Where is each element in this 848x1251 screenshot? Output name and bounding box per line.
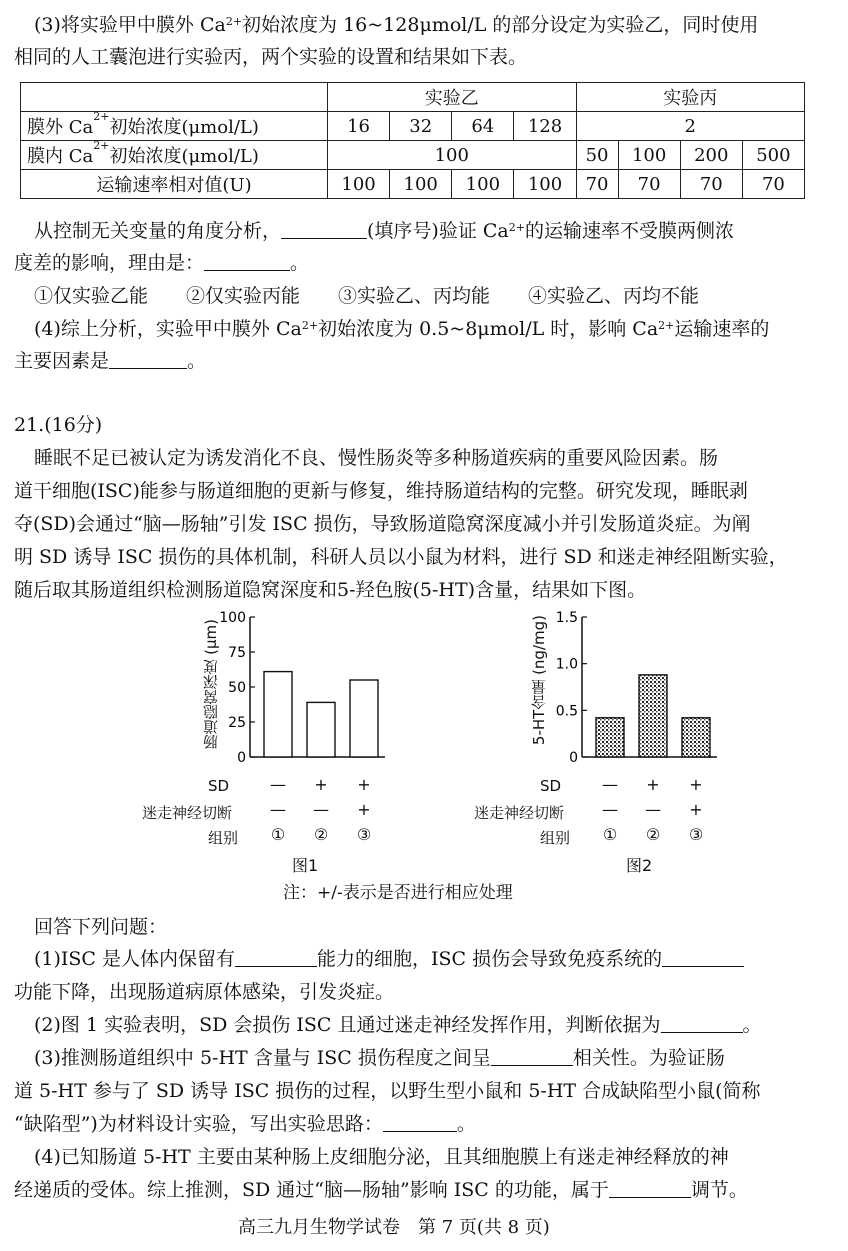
table-group-b: 实验乙 [328,83,577,112]
q20-options: ①仅实验乙能 ②仅实验丙能 ③实验乙、丙均能 ④实验乙、丙均不能 [34,285,700,307]
bar-2 [307,702,335,757]
q21-intro-line: 夺(SD)会通过“脑—肠轴”引发 ISC 损伤，导致肠道隐窝深度减小并引发肠道炎症。为阐 [14,513,751,535]
y-tick-label: 75 [228,645,246,661]
table-cell: 64 [452,112,514,141]
answer-blank[interactable] [281,220,367,239]
fig1-plot [140,605,400,775]
table-cell: 200 [680,141,742,170]
q21-intro-line: 随后取其肠道组织检测肠道隐窝深度和5-羟色胺(5-HT)含量，结果如下图。 [14,579,647,601]
answer-blank[interactable] [662,948,744,967]
fig1-row-sd-label: SD [208,777,230,795]
figure-2 [470,605,730,875]
q21-intro-line: 睡眠不足已被认定为诱发消化不良、慢性肠炎等多种肠道疾病的重要风险因素。肠 [34,447,719,469]
sd-mark: — [270,775,286,794]
answer-blank[interactable] [204,252,290,271]
table-cell: 100 [328,141,577,170]
q21-a2: (2)图 1 实验表明，SD 会损伤 ISC 且通过迷走神经发挥作用，判断依据为 。 [34,1014,762,1036]
answer-blank[interactable] [609,1179,691,1198]
table-cell: 70 [576,170,618,199]
q21-a4-line1: (4)已知肠道 5-HT 主要由某种肠上皮细胞分泌，且其细胞膜上有迷走神经释放的神 [34,1146,729,1168]
table-group-c: 实验丙 [576,83,804,112]
fig2-title: 图2 [626,856,653,875]
answer-blank[interactable] [661,1014,743,1033]
fig2-plot [470,605,730,775]
q21-a3-line1: (3)推测肠道组织中 5-HT 含量与 ISC 损伤程度之间呈 相关性。为验证肠 [34,1047,725,1069]
q21-a3-line3: “缺陷型”)为材料设计实验，写出实验思路： 。 [14,1113,476,1135]
table-row-label: 膜内 $Ca^{2+}$初始浓度(μmol/L) [21,141,328,170]
table-cell: 100 [328,170,390,199]
y-tick-label: 0 [237,750,246,766]
q21-intro-line: 明 SD 诱导 ISC 损伤的具体机制，科研人员以小鼠为材料，进行 SD 和迷走神经阻断实验， [14,546,788,568]
fig2-row-vagus-label: 迷走神经切断 [474,804,565,822]
table-row [21,170,805,199]
answer-blank[interactable] [491,1047,573,1066]
vagus-mark: — [270,800,286,819]
vagus-mark: — [313,800,329,819]
fig2-row-group-label: 组别 [540,829,571,847]
table-cell: 500 [742,141,804,170]
q20-p4-line1: (4)综上分析，实验甲中膜外 $Ca^{2+}$初始浓度为 0.5~8μmol/L 时，影响 $Ca^{2+}$运输速率的 [34,318,770,340]
table-cell: 50 [576,141,618,170]
q20-p3-line1: (3)将实验甲中膜外 $Ca^{2+}$初始浓度为 16~128μmol/L 的部分设定为实验乙，同时使用 [34,14,759,36]
y-tick-label: 25 [228,715,246,731]
q21-a4-line2: 经递质的受体。综上推测，SD 通过“脑—肠轴”影响 ISC 的功能，属于 调节。 [14,1179,748,1201]
table-cell: 70 [618,170,680,199]
bar-3 [682,718,710,757]
q20-p3-line2: 相同的人工囊泡进行实验丙，两个实验的设置和结果如下表。 [14,46,528,68]
sd-mark: + [314,775,328,794]
group-label: ① [270,825,286,844]
bar-2 [639,675,667,757]
y-tick-label: 0 [569,750,578,766]
figure-note: 注：+/-表示是否进行相应处理 [283,883,513,903]
q21-intro-line: 道干细胞(ISC)能参与肠道细胞的更新与修复，维持肠道结构的完整。研究发现，睡眠剥 [14,480,748,502]
q21-header: 21.(16分) [14,414,103,436]
vagus-mark: + [357,800,371,819]
table-row-label: 运输速率相对值(U) [21,170,328,199]
y-tick-label: 0.5 [555,703,578,720]
table-cell: 100 [390,170,452,199]
table-row-label: 膜外 $Ca^{2+}$初始浓度(μmol/L) [21,112,328,141]
y-tick-label: 1.0 [555,656,578,673]
table-cell: 70 [742,170,804,199]
group-label: ③ [688,825,704,844]
sd-mark: — [602,775,618,794]
table-cell: 100 [452,170,514,199]
table-cell: 70 [680,170,742,199]
table-row [21,112,805,141]
y-tick-label: 100 [219,610,246,626]
figure-1 [140,605,400,875]
q20-p4-line2: 主要因素是 。 [14,350,207,372]
answer-blank[interactable] [383,1113,457,1132]
experiment-table [20,82,805,199]
q21-a1-line2: 功能下降，出现肠道病原体感染，引发炎症。 [14,981,395,1003]
table-cell: 100 [618,141,680,170]
fig1-row-vagus-label: 迷走神经切断 [142,804,233,822]
answer-blank[interactable] [235,948,317,967]
sd-mark: + [689,775,703,794]
group-label: ③ [356,825,372,844]
fig1-title: 图1 [292,856,319,875]
bar-1 [264,672,292,757]
bar-3 [350,680,378,757]
answer-blank[interactable] [109,350,187,369]
page-footer: 高三九月生物学试卷 第 7 页(共 8 页) [238,1217,550,1238]
bar-1 [596,718,624,757]
table-row [21,141,805,170]
table-corner [21,83,328,112]
q20-after-line1: 从控制无关变量的角度分析， (填序号)验证 $Ca^{2+}$的运输速率不受膜两侧浓 [34,220,734,242]
group-label: ① [602,825,618,844]
q21-a3-line2: 道 5-HT 参与了 SD 诱导 ISC 损伤的过程，以野生型小鼠和 5-HT 合成缺陷型小鼠(简称 [14,1080,761,1102]
fig1-row-group-label: 组别 [208,829,239,847]
y-tick-label: 1.5 [555,610,578,626]
q21-answer-intro: 回答下列问题： [34,916,168,938]
fig2-ylabel: 5-HT含量 (ng/mg) [530,615,548,746]
group-label: ② [313,825,329,844]
table-cell: 128 [514,112,576,141]
group-label: ② [645,825,661,844]
y-tick-label: 50 [228,680,246,696]
fig1-ylabel: 肠道隐窝深度 (μm) [202,619,220,750]
vagus-mark: + [689,800,703,819]
sd-mark: + [357,775,371,794]
table-cell: 100 [514,170,576,199]
sd-mark: + [646,775,660,794]
table-cell: 2 [576,112,804,141]
vagus-mark: — [645,800,661,819]
q20-after-line2: 度差的影响，理由是： 。 [14,252,310,274]
table-cell: 16 [328,112,390,141]
fig2-row-sd-label: SD [540,777,562,795]
q21-a1-line1: (1)ISC 是人体内保留有 能力的细胞，ISC 损伤会导致免疫系统的 [34,946,744,972]
table-cell: 32 [390,112,452,141]
vagus-mark: — [602,800,618,819]
